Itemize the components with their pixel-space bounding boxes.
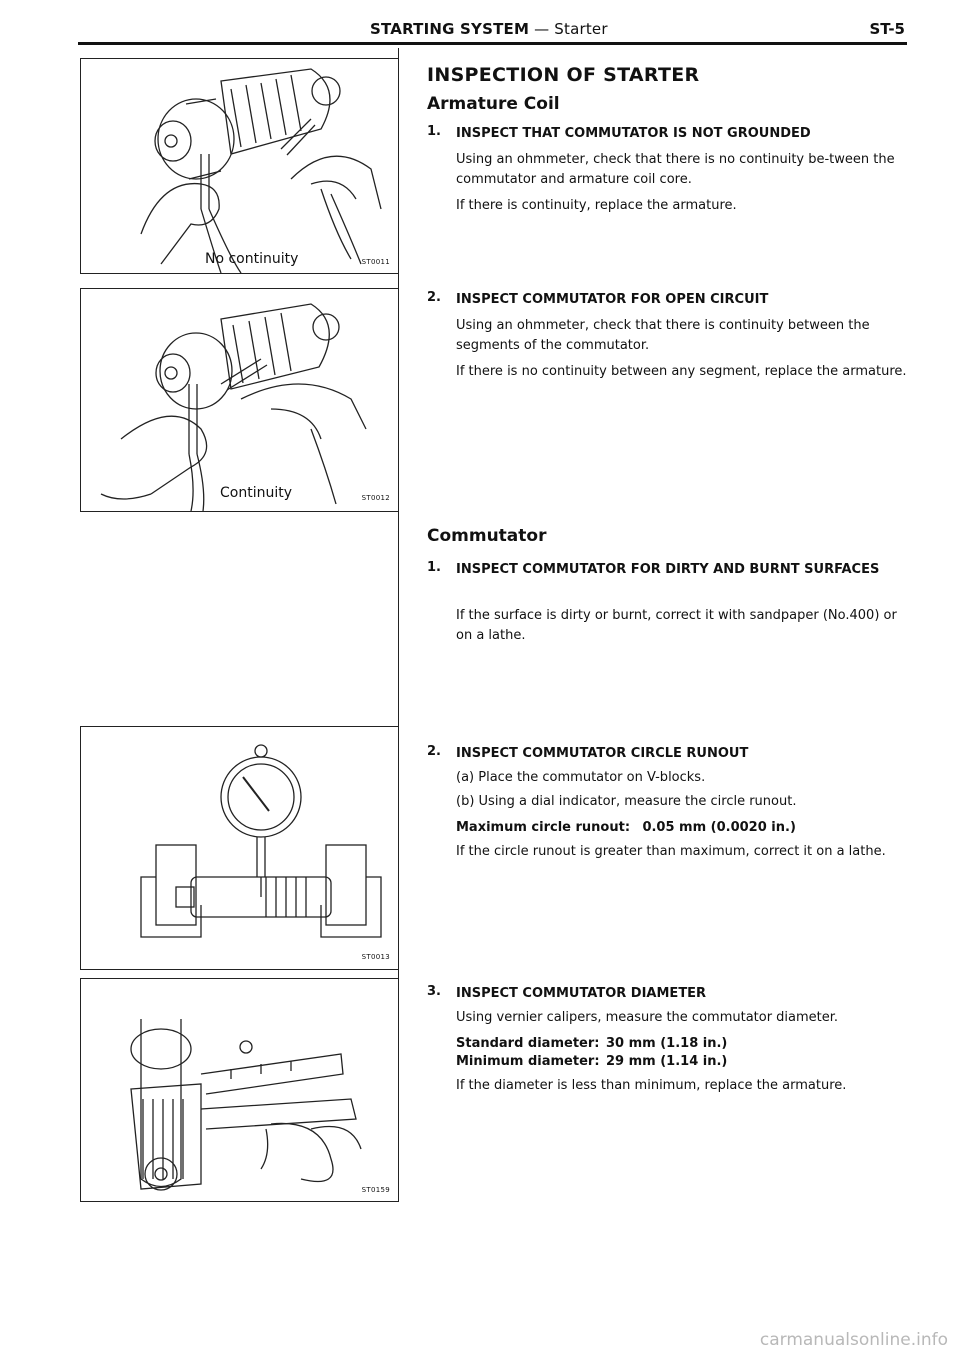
spec-label: Maximum circle runout:: [456, 820, 631, 835]
commutator-step-2: [427, 744, 912, 904]
figure-continuity: [80, 288, 399, 512]
figure-caption: No continuity: [205, 251, 299, 267]
page-code: ST-5: [869, 20, 905, 38]
vernier-caliper-illustration: [81, 979, 398, 1201]
header-section: STARTING SYSTEM: [370, 20, 530, 38]
header-rule: [78, 42, 907, 45]
substep-b: (b) Using a dial indicator, measure the circle runout.: [456, 794, 797, 809]
page-header: [80, 20, 905, 42]
step-number: 1.: [427, 124, 441, 139]
figure-vernier-calipers: [80, 978, 399, 1202]
spec-label: Minimum diameter:: [456, 1054, 600, 1069]
section-heading-armature: Armature Coil: [427, 94, 560, 114]
dial-indicator-runout-illustration: [81, 727, 398, 969]
step-title: INSPECT COMMUTATOR DIAMETER: [456, 986, 707, 1001]
figure-no-continuity: [80, 58, 399, 274]
armature-step-1: [427, 124, 912, 274]
spec-standard-diameter: [456, 1034, 912, 1054]
spec-value: 30 mm (1.18 in.): [606, 1036, 728, 1051]
header-dash: —: [534, 20, 550, 38]
step-paragraph: If the diameter is less than minimum, replace the armature.: [456, 1078, 847, 1093]
spec-label: Standard diameter:: [456, 1036, 600, 1051]
step-paragraph: Using vernier calipers, measure the commutator diameter.: [456, 1010, 839, 1025]
figure-code: ST0013: [361, 953, 390, 961]
figure-dial-indicator: [80, 726, 399, 970]
header-title: [370, 20, 608, 38]
step-title: INSPECT THAT COMMUTATOR IS NOT GROUNDED: [456, 126, 811, 141]
armature-ground-test-illustration: [81, 59, 398, 273]
page-title: INSPECTION OF STARTER: [427, 64, 700, 86]
spec-max-runout: [456, 818, 912, 838]
figure-caption: Continuity: [220, 485, 293, 501]
step-number: 2.: [427, 744, 441, 759]
step-paragraph: Using an ohmmeter, check that there is no continuity be-tween the commutator and armature coil core.: [456, 152, 895, 187]
figure-code: ST0011: [361, 258, 390, 266]
step-number: 2.: [427, 290, 441, 305]
step-number: 1.: [427, 560, 441, 575]
watermark: carmanualsonline.info: [759, 1330, 948, 1350]
commutator-step-3: [427, 984, 912, 1134]
step-paragraph: Using an ohmmeter, check that there is continuity between the segments of the commutator.: [456, 318, 870, 353]
step-paragraph: If there is no continuity between any segment, replace the armature.: [456, 364, 907, 379]
header-subsection: Starter: [554, 20, 608, 38]
spec-minimum-diameter: [456, 1052, 912, 1072]
commutator-step-1: [427, 560, 912, 680]
step-number: 3.: [427, 984, 441, 999]
step-paragraph: If the circle runout is greater than maximum, correct it on a lathe.: [456, 844, 886, 859]
figure-code: ST0012: [361, 494, 390, 502]
figure-code: ST0159: [361, 1186, 390, 1194]
armature-step-2: [427, 290, 912, 440]
substep-a: (a) Place the commutator on V-blocks.: [456, 770, 706, 785]
step-paragraph: If there is continuity, replace the armature.: [456, 198, 737, 213]
step-title: INSPECT COMMUTATOR FOR DIRTY AND BURNT SURFACES: [456, 562, 880, 577]
step-title: INSPECT COMMUTATOR FOR OPEN CIRCUIT: [456, 292, 769, 307]
section-heading-commutator: Commutator: [427, 526, 547, 546]
spec-value: 0.05 mm (0.0020 in.): [642, 820, 796, 835]
armature-open-circuit-illustration: [81, 289, 398, 511]
step-title: INSPECT COMMUTATOR CIRCLE RUNOUT: [456, 746, 749, 761]
step-paragraph: If the surface is dirty or burnt, correct it with sandpaper (No.400) or on a lathe.: [456, 608, 897, 643]
spec-value: 29 mm (1.14 in.): [606, 1054, 728, 1069]
